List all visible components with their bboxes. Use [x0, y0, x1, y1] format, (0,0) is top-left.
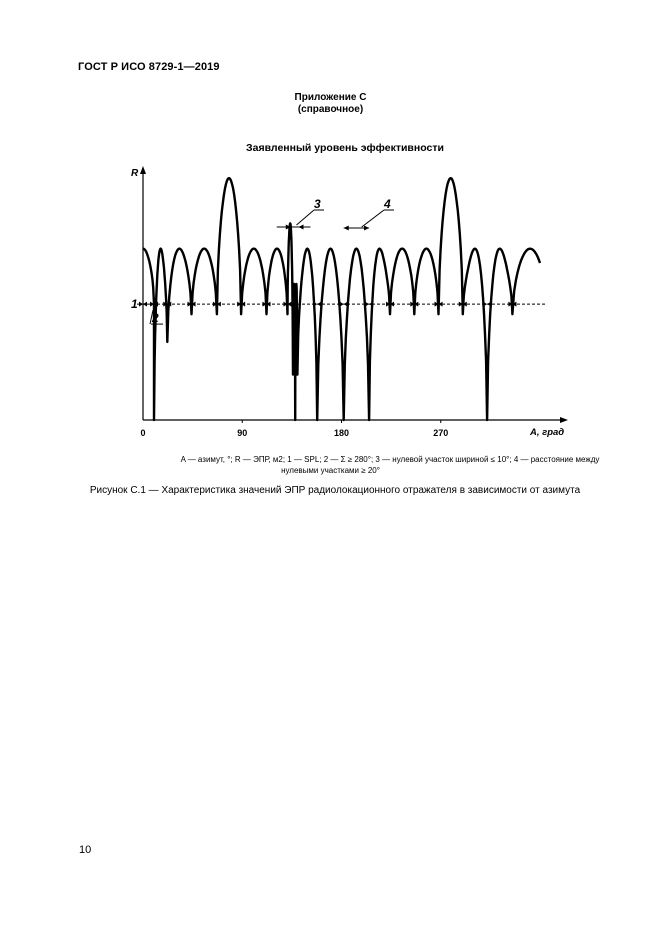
callout-3-arrow — [298, 225, 303, 230]
figure-legend-line-2: нулевыми участками ≥ 20° — [281, 466, 380, 475]
appendix-subtitle: (справочное) — [297, 104, 364, 115]
callout-4-arrow — [364, 226, 369, 231]
rcs-chart — [0, 160, 661, 450]
spl-arrow — [344, 302, 348, 307]
y-axis-arrow — [140, 166, 146, 174]
curve-layer — [143, 178, 540, 420]
figure-caption: Рисунок С.1 — Характеристика значений ЭПР радиолокационного отражателя в зависимости от азимута — [89, 485, 581, 496]
y-axis-label: R — [131, 168, 139, 179]
spl-arrow — [483, 302, 487, 307]
spl-arrow — [340, 302, 344, 307]
rcs-curve — [143, 178, 540, 420]
standard-header: ГОСТ Р ИСО 8729-1—2019 — [78, 61, 220, 73]
spl-arrow — [143, 302, 147, 307]
spl-arrow — [487, 302, 491, 307]
spl-arrow — [365, 302, 369, 307]
page-number: 10 — [79, 844, 92, 856]
x-tick-label: 270 — [433, 428, 449, 438]
x-axis-label: A, град — [530, 427, 565, 438]
chart-axes — [140, 166, 568, 423]
x-axis-arrow — [560, 417, 568, 423]
callout-2: 2 — [152, 311, 159, 326]
callout-1: 1 — [131, 297, 138, 312]
callout-3: 3 — [314, 197, 321, 211]
callout-4-arrow — [344, 226, 349, 231]
spl-layer — [137, 302, 545, 307]
x-tick-label: 180 — [333, 428, 350, 438]
spl-arrow — [317, 302, 321, 307]
callout-4: 4 — [384, 197, 391, 211]
figure-title: Заявленный уровень эффективности — [246, 142, 444, 154]
callout-4-leader — [362, 210, 384, 227]
x-tick-label: 0 — [140, 428, 146, 438]
appendix-title: Приложение С — [294, 92, 367, 103]
x-tick-label: 90 — [237, 428, 248, 438]
figure-legend-line-1: A — азимут, °; R — ЭПР, м2; 1 — SPL; 2 — Σ ≥ 280°; 3 — нулевой участок шириной ≤ 10°; 4 — расстояние между — [180, 455, 600, 464]
callout-3-leader — [296, 210, 314, 225]
